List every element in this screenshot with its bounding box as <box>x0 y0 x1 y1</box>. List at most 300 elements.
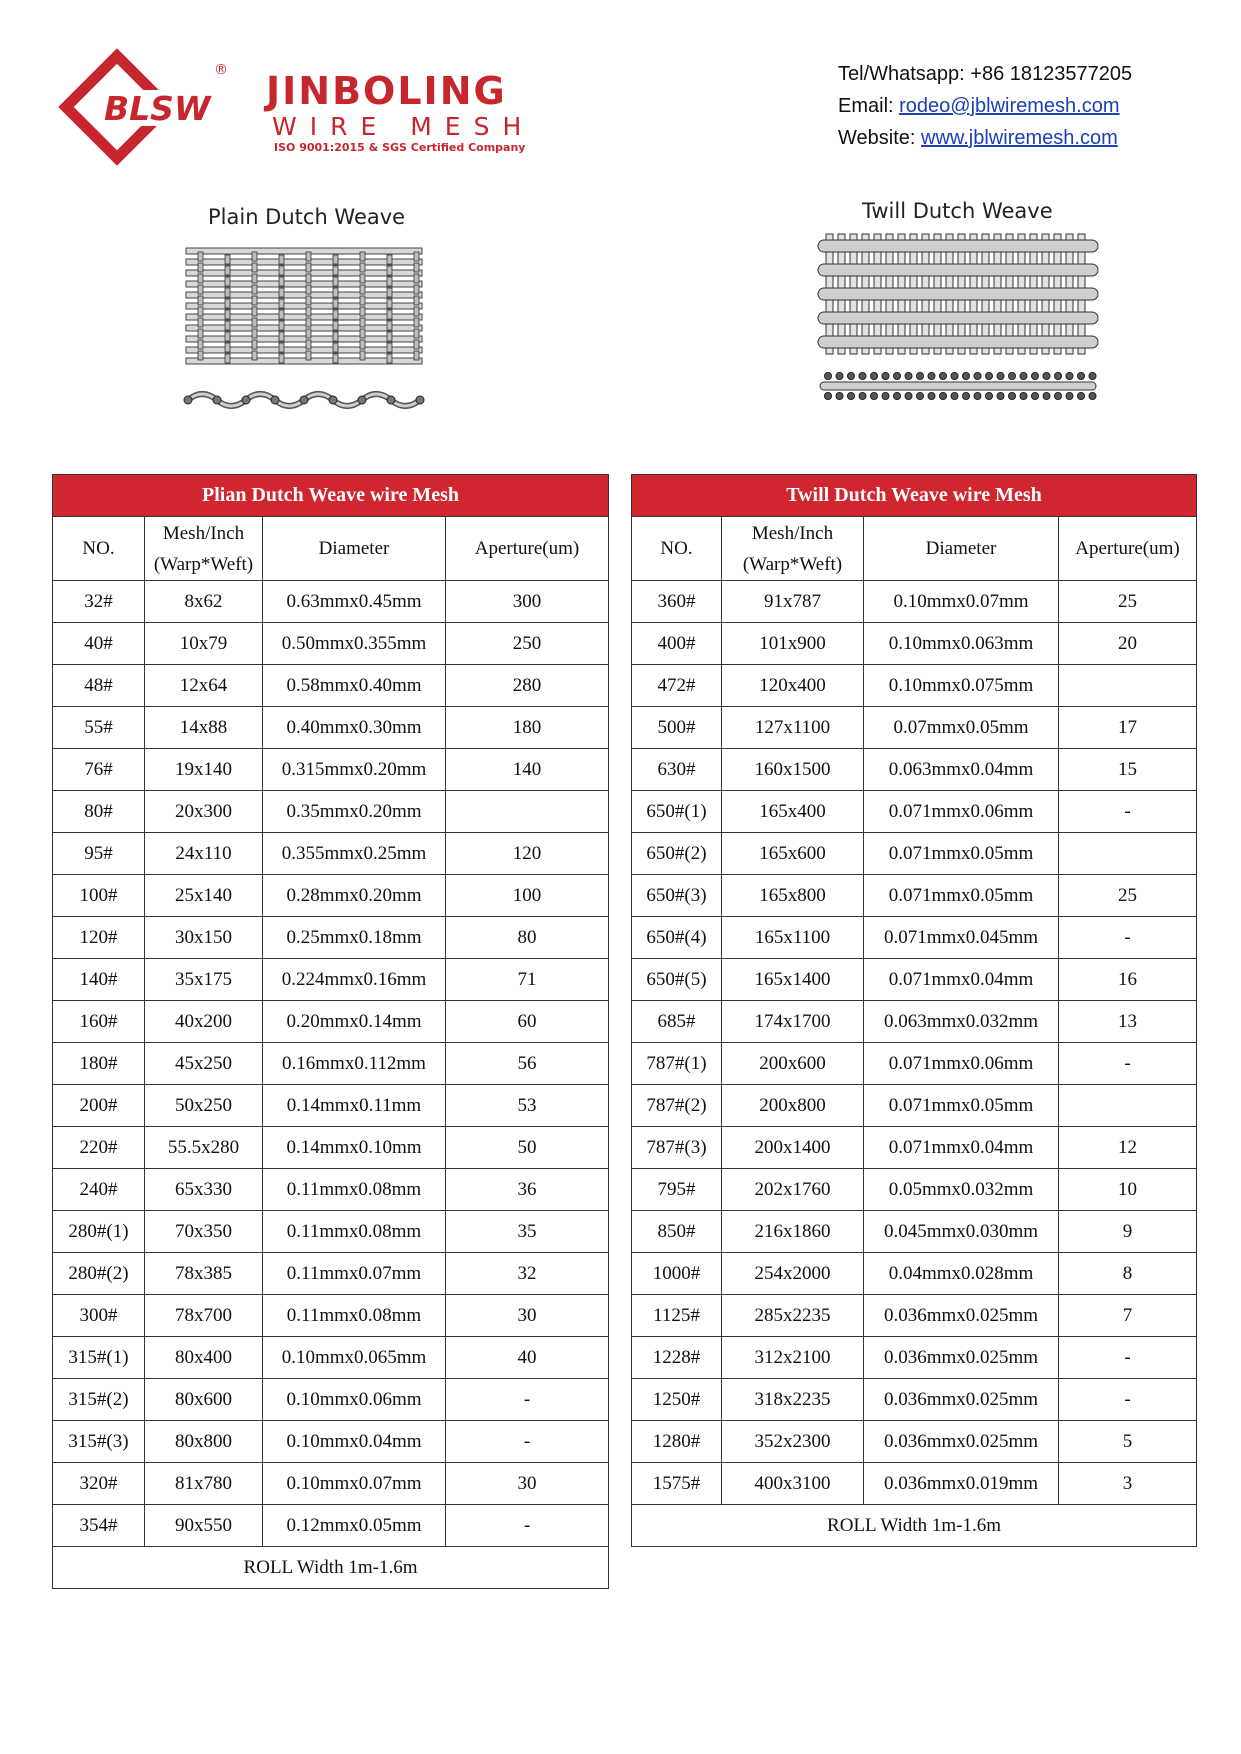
weave-warp-wire <box>198 307 203 316</box>
cell-mesh: 174x1700 <box>722 1001 864 1043</box>
cell-aperture: - <box>1059 791 1197 833</box>
weave-warp-wire <box>252 307 257 316</box>
weave-cross-dot <box>824 372 831 379</box>
weave-warp-wire <box>414 285 419 294</box>
weave-warp-wire <box>279 343 284 352</box>
col-header-aperture: Aperture(um) <box>446 517 609 581</box>
weave-cross-dot <box>1077 392 1084 399</box>
weave-weft-wire <box>186 248 422 254</box>
cell-diameter: 0.224mmx0.16mm <box>263 959 446 1001</box>
cell-aperture: - <box>446 1505 609 1547</box>
cell-mesh: 312x2100 <box>722 1337 864 1379</box>
weave-cross-dot <box>951 392 958 399</box>
cell-aperture: 8 <box>1059 1253 1197 1295</box>
cell-no: 140# <box>53 959 145 1001</box>
cell-no: 472# <box>632 665 722 707</box>
cell-diameter: 0.10mmx0.06mm <box>263 1379 446 1421</box>
cell-mesh: 400x3100 <box>722 1463 864 1505</box>
cell-aperture: 40 <box>446 1337 609 1379</box>
weave-cross-dot <box>985 372 992 379</box>
weave-cross-dot <box>184 396 192 404</box>
plain-table-footer: ROLL Width 1m-1.6m <box>53 1547 609 1589</box>
weave-warp-wire <box>333 332 338 341</box>
cell-mesh: 165x1100 <box>722 917 864 959</box>
plain-table-body <box>53 581 609 1547</box>
cell-aperture: 60 <box>446 1001 609 1043</box>
cell-diameter: 0.35mmx0.20mm <box>263 791 446 833</box>
cell-mesh: 254x2000 <box>722 1253 864 1295</box>
weave-warp-wire <box>225 343 230 352</box>
weave-warp-wire <box>360 351 365 360</box>
cell-diameter: 0.071mmx0.05mm <box>864 875 1059 917</box>
cell-aperture: 50 <box>446 1127 609 1169</box>
weave-cross-dot <box>939 392 946 399</box>
brand-subtitle: WIRE MESH <box>272 112 535 141</box>
cell-diameter: 0.036mmx0.025mm <box>864 1295 1059 1337</box>
cell-aperture: 30 <box>446 1295 609 1337</box>
cell-no: 650#(4) <box>632 917 722 959</box>
weave-cross-dot <box>893 372 900 379</box>
table-row <box>632 1337 1197 1379</box>
weave-cross-dot <box>416 396 424 404</box>
plain-weave-title: Plain Dutch Weave <box>208 205 406 229</box>
weave-warp-wire <box>387 255 392 264</box>
weave-cross-dot <box>1020 392 1027 399</box>
plain-table-title: Plian Dutch Weave wire Mesh <box>53 475 609 517</box>
table-row <box>632 1421 1197 1463</box>
table-row <box>53 665 609 707</box>
cell-no: 280#(1) <box>53 1211 145 1253</box>
cell-diameter: 0.40mmx0.30mm <box>263 707 446 749</box>
table-row <box>53 1211 609 1253</box>
brand-title: JINBOLING <box>266 69 507 113</box>
cell-aperture: 300 <box>446 581 609 623</box>
cell-no: 787#(3) <box>632 1127 722 1169</box>
weave-weft-wire <box>818 288 1098 300</box>
cell-diameter: 0.05mmx0.032mm <box>864 1169 1059 1211</box>
weave-cross-bar <box>820 382 1096 390</box>
weave-warp-wire <box>198 252 203 261</box>
weave-warp-wire <box>387 277 392 286</box>
cell-aperture: 7 <box>1059 1295 1197 1337</box>
weave-cross-dot <box>882 372 889 379</box>
twill-dutch-weave-illustration <box>818 232 1098 424</box>
twill-table-footer: ROLL Width 1m-1.6m <box>632 1505 1197 1547</box>
weave-cross-dot <box>905 372 912 379</box>
weave-warp-wire <box>387 266 392 275</box>
weave-warp-wire <box>225 354 230 363</box>
cell-diameter: 0.071mmx0.06mm <box>864 791 1059 833</box>
weave-warp-wire <box>414 340 419 349</box>
cell-aperture: - <box>1059 1337 1197 1379</box>
weave-warp-wire <box>198 296 203 305</box>
weave-warp-wire <box>279 277 284 286</box>
cell-mesh: 160x1500 <box>722 749 864 791</box>
table-header-row <box>53 517 609 581</box>
weave-warp-wire <box>360 252 365 261</box>
cell-no: 40# <box>53 623 145 665</box>
cell-no: 280#(2) <box>53 1253 145 1295</box>
weave-warp-wire <box>198 340 203 349</box>
cell-mesh: 202x1760 <box>722 1169 864 1211</box>
weave-warp-wire <box>414 329 419 338</box>
cell-no: 354# <box>53 1505 145 1547</box>
weave-cross-dot <box>242 396 250 404</box>
weave-warp-wire <box>279 321 284 330</box>
weave-weft-wire <box>818 240 1098 252</box>
weave-weft-wire <box>818 264 1098 276</box>
weave-warp-wire <box>333 343 338 352</box>
weave-cross-dot <box>836 392 843 399</box>
cell-diameter: 0.045mmx0.030mm <box>864 1211 1059 1253</box>
weave-cross-dot <box>1054 372 1061 379</box>
weave-warp-wire <box>225 255 230 264</box>
weave-cross-dot <box>1054 392 1061 399</box>
table-row <box>53 581 609 623</box>
table-row <box>53 917 609 959</box>
weave-warp-wire <box>414 307 419 316</box>
cell-mesh: 318x2235 <box>722 1379 864 1421</box>
cell-mesh: 165x400 <box>722 791 864 833</box>
weave-warp-wire <box>387 310 392 319</box>
cell-aperture: 250 <box>446 623 609 665</box>
table-row <box>632 1379 1197 1421</box>
weave-cross-dot <box>1043 392 1050 399</box>
cell-no: 240# <box>53 1169 145 1211</box>
cell-no: 1280# <box>632 1421 722 1463</box>
cell-aperture <box>1059 1085 1197 1127</box>
plain-dutch-weave-illustration <box>184 240 424 425</box>
table-title-row <box>632 475 1197 517</box>
cell-mesh: 40x200 <box>145 1001 263 1043</box>
weave-cross-dot <box>836 372 843 379</box>
table-row <box>53 791 609 833</box>
table-row <box>53 1463 609 1505</box>
weave-warp-wire <box>198 274 203 283</box>
table-row <box>53 1127 609 1169</box>
weave-cross-dot <box>387 396 395 404</box>
col-header-no: NO. <box>632 517 722 581</box>
cell-no: 1250# <box>632 1379 722 1421</box>
cell-no: 55# <box>53 707 145 749</box>
weave-warp-wire <box>306 307 311 316</box>
weave-cross-dot <box>213 396 221 404</box>
weave-cross-dot <box>974 372 981 379</box>
table-row <box>632 791 1197 833</box>
cell-aperture <box>1059 833 1197 875</box>
weave-cross-dot <box>997 392 1004 399</box>
weave-warp-wire <box>306 296 311 305</box>
cell-diameter: 0.14mmx0.10mm <box>263 1127 446 1169</box>
cell-aperture: 56 <box>446 1043 609 1085</box>
weave-warp-wire <box>387 343 392 352</box>
col-header-mesh-line2: (Warp*Weft) <box>742 553 843 575</box>
weave-warp-wire <box>252 329 257 338</box>
weave-warp-wire <box>225 332 230 341</box>
weave-warp-wire <box>252 263 257 272</box>
weave-warp-wire <box>252 285 257 294</box>
weave-warp-wire <box>333 321 338 330</box>
weave-warp-wire <box>414 296 419 305</box>
phone-value: +86 18123577205 <box>970 63 1133 85</box>
cell-mesh: 80x800 <box>145 1421 263 1463</box>
cell-aperture: 10 <box>1059 1169 1197 1211</box>
cell-no: 1000# <box>632 1253 722 1295</box>
col-header-mesh <box>722 517 864 581</box>
cell-diameter: 0.25mmx0.18mm <box>263 917 446 959</box>
weave-cross-dot <box>962 372 969 379</box>
table-row <box>53 1379 609 1421</box>
cell-mesh: 12x64 <box>145 665 263 707</box>
table-row <box>53 1043 609 1085</box>
table-row <box>632 1253 1197 1295</box>
cell-mesh: 165x600 <box>722 833 864 875</box>
cell-no: 220# <box>53 1127 145 1169</box>
cell-diameter: 0.14mmx0.11mm <box>263 1085 446 1127</box>
weave-warp-wire <box>225 321 230 330</box>
cell-mesh: 165x1400 <box>722 959 864 1001</box>
weave-cross-dot <box>1020 372 1027 379</box>
weave-warp-wire <box>414 351 419 360</box>
cell-mesh: 8x62 <box>145 581 263 623</box>
cell-aperture: 53 <box>446 1085 609 1127</box>
col-header-mesh-line1: Mesh/Inch <box>162 522 245 544</box>
cell-diameter: 0.11mmx0.08mm <box>263 1211 446 1253</box>
cell-aperture: 20 <box>1059 623 1197 665</box>
weave-warp-wire <box>414 263 419 272</box>
weave-warp-wire <box>387 288 392 297</box>
cell-diameter: 0.063mmx0.04mm <box>864 749 1059 791</box>
cell-diameter: 0.10mmx0.07mm <box>263 1463 446 1505</box>
cell-no: 120# <box>53 917 145 959</box>
table-row <box>53 1085 609 1127</box>
weave-warp-wire <box>198 285 203 294</box>
cell-aperture: - <box>1059 1379 1197 1421</box>
cell-aperture: 3 <box>1059 1463 1197 1505</box>
table-row <box>53 1253 609 1295</box>
cell-no: 100# <box>53 875 145 917</box>
weave-warp-wire <box>225 288 230 297</box>
cell-mesh: 80x400 <box>145 1337 263 1379</box>
cell-mesh: 91x787 <box>722 581 864 623</box>
weave-warp-wire <box>279 310 284 319</box>
cell-diameter: 0.04mmx0.028mm <box>864 1253 1059 1295</box>
table-row <box>53 1337 609 1379</box>
cell-no: 787#(2) <box>632 1085 722 1127</box>
cell-no: 650#(3) <box>632 875 722 917</box>
cell-mesh: 200x1400 <box>722 1127 864 1169</box>
cell-no: 360# <box>632 581 722 623</box>
cell-mesh: 55.5x280 <box>145 1127 263 1169</box>
col-header-diameter: Diameter <box>864 517 1059 581</box>
weave-warp-wire <box>360 274 365 283</box>
weave-warp-wire <box>306 285 311 294</box>
table-row <box>632 959 1197 1001</box>
weave-warp-wire <box>360 318 365 327</box>
weave-cross-dot <box>916 372 923 379</box>
table-row <box>53 623 609 665</box>
weave-warp-wire <box>279 255 284 264</box>
cell-mesh: 65x330 <box>145 1169 263 1211</box>
table-row <box>632 1463 1197 1505</box>
cell-no: 1575# <box>632 1463 722 1505</box>
table-footer-row <box>632 1505 1197 1547</box>
cell-diameter: 0.12mmx0.05mm <box>263 1505 446 1547</box>
cell-aperture: - <box>1059 917 1197 959</box>
cell-aperture: - <box>446 1421 609 1463</box>
weave-cross-dot <box>939 372 946 379</box>
cell-diameter: 0.63mmx0.45mm <box>263 581 446 623</box>
weave-cross-dot <box>1031 392 1038 399</box>
cell-no: 32# <box>53 581 145 623</box>
weave-warp-wire <box>279 299 284 308</box>
cell-mesh: 165x800 <box>722 875 864 917</box>
weave-warp-wire <box>198 329 203 338</box>
table-row <box>53 749 609 791</box>
cell-no: 80# <box>53 791 145 833</box>
cell-aperture: 280 <box>446 665 609 707</box>
cell-mesh: 120x400 <box>722 665 864 707</box>
weave-warp-wire <box>333 310 338 319</box>
weave-warp-wire <box>414 274 419 283</box>
cell-aperture: - <box>446 1379 609 1421</box>
cell-diameter: 0.58mmx0.40mm <box>263 665 446 707</box>
weave-cross-dot <box>905 392 912 399</box>
weave-warp-wire <box>198 318 203 327</box>
cell-diameter: 0.50mmx0.355mm <box>263 623 446 665</box>
table-row <box>632 1085 1197 1127</box>
cell-no: 500# <box>632 707 722 749</box>
cell-aperture: 120 <box>446 833 609 875</box>
twill-table-title: Twill Dutch Weave wire Mesh <box>632 475 1197 517</box>
weave-cross-dot <box>847 392 854 399</box>
weave-warp-wire <box>225 310 230 319</box>
email-link[interactable]: rodeo@jblwiremesh.com <box>899 95 1120 117</box>
weave-cross-dot <box>271 396 279 404</box>
brand-certification: ISO 9001:2015 & SGS Certified Company <box>274 141 526 154</box>
cell-no: 180# <box>53 1043 145 1085</box>
cell-no: 48# <box>53 665 145 707</box>
weave-warp-wire <box>225 277 230 286</box>
weave-cross-dot <box>329 396 337 404</box>
cell-aperture: 80 <box>446 917 609 959</box>
cell-aperture: - <box>1059 1043 1197 1085</box>
weave-warp-wire <box>387 354 392 363</box>
cell-mesh: 200x600 <box>722 1043 864 1085</box>
cell-no: 1125# <box>632 1295 722 1337</box>
twill-dutch-weave-table <box>631 474 1197 1547</box>
weave-warp-wire <box>252 274 257 283</box>
cell-aperture: 9 <box>1059 1211 1197 1253</box>
cell-aperture: 32 <box>446 1253 609 1295</box>
weave-cross-dot <box>1077 372 1084 379</box>
twill-weave-title: Twill Dutch Weave <box>862 199 1053 223</box>
cell-diameter: 0.036mmx0.019mm <box>864 1463 1059 1505</box>
weave-warp-wire <box>306 329 311 338</box>
cell-aperture: 15 <box>1059 749 1197 791</box>
cell-mesh: 127x1100 <box>722 707 864 749</box>
table-row <box>53 1169 609 1211</box>
weave-cross-dot <box>1031 372 1038 379</box>
weave-warp-wire <box>360 340 365 349</box>
table-footer-row <box>53 1547 609 1589</box>
cell-no: 315#(1) <box>53 1337 145 1379</box>
weave-warp-wire <box>252 296 257 305</box>
cell-aperture: 16 <box>1059 959 1197 1001</box>
cell-no: 400# <box>632 623 722 665</box>
weave-warp-wire <box>198 351 203 360</box>
table-row <box>53 959 609 1001</box>
weave-cross-dot <box>1089 392 1096 399</box>
cell-aperture: 5 <box>1059 1421 1197 1463</box>
table-row <box>632 1043 1197 1085</box>
website-link[interactable]: www.jblwiremesh.com <box>921 127 1118 149</box>
cell-aperture: 36 <box>446 1169 609 1211</box>
col-header-aperture: Aperture(um) <box>1059 517 1197 581</box>
cell-no: 315#(3) <box>53 1421 145 1463</box>
cell-mesh: 35x175 <box>145 959 263 1001</box>
cell-diameter: 0.071mmx0.04mm <box>864 1127 1059 1169</box>
weave-cross-dot <box>358 396 366 404</box>
weave-cross-dot <box>928 392 935 399</box>
cell-mesh: 45x250 <box>145 1043 263 1085</box>
cell-diameter: 0.036mmx0.025mm <box>864 1337 1059 1379</box>
plain-dutch-weave-table <box>52 474 609 1589</box>
cell-diameter: 0.10mmx0.04mm <box>263 1421 446 1463</box>
weave-warp-wire <box>360 263 365 272</box>
table-row <box>632 581 1197 623</box>
weave-cross-dot <box>870 372 877 379</box>
registered-mark: ® <box>214 62 228 78</box>
table-row <box>632 875 1197 917</box>
weave-warp-wire <box>306 318 311 327</box>
weave-cross-dot <box>1066 392 1073 399</box>
cell-aperture: 35 <box>446 1211 609 1253</box>
cell-aperture: 180 <box>446 707 609 749</box>
cell-diameter: 0.10mmx0.07mm <box>864 581 1059 623</box>
cell-diameter: 0.07mmx0.05mm <box>864 707 1059 749</box>
col-header-mesh-line2: (Warp*Weft) <box>153 553 254 575</box>
contact-website <box>838 122 1132 154</box>
weave-cross-dot <box>916 392 923 399</box>
cell-diameter: 0.11mmx0.08mm <box>263 1295 446 1337</box>
cell-aperture: 71 <box>446 959 609 1001</box>
phone-label: Tel/Whatsapp: <box>838 63 965 85</box>
col-header-mesh <box>145 517 263 581</box>
weave-cross-dot <box>974 392 981 399</box>
weave-weft-wire <box>818 312 1098 324</box>
cell-aperture: 25 <box>1059 875 1197 917</box>
cell-no: 650#(1) <box>632 791 722 833</box>
weave-warp-wire <box>279 354 284 363</box>
cell-aperture <box>446 791 609 833</box>
cell-mesh: 78x385 <box>145 1253 263 1295</box>
table-row <box>632 749 1197 791</box>
col-header-mesh-line1: Mesh/Inch <box>751 522 834 544</box>
cell-no: 650#(5) <box>632 959 722 1001</box>
weave-warp-wire <box>414 318 419 327</box>
weave-cross-dot <box>882 392 889 399</box>
cell-mesh: 352x2300 <box>722 1421 864 1463</box>
weave-warp-wire <box>306 351 311 360</box>
cell-no: 650#(2) <box>632 833 722 875</box>
weave-cross-dot <box>928 372 935 379</box>
col-header-diameter: Diameter <box>263 517 446 581</box>
weave-warp-wire <box>306 252 311 261</box>
table-row <box>53 707 609 749</box>
cell-mesh: 80x600 <box>145 1379 263 1421</box>
cell-no: 787#(1) <box>632 1043 722 1085</box>
